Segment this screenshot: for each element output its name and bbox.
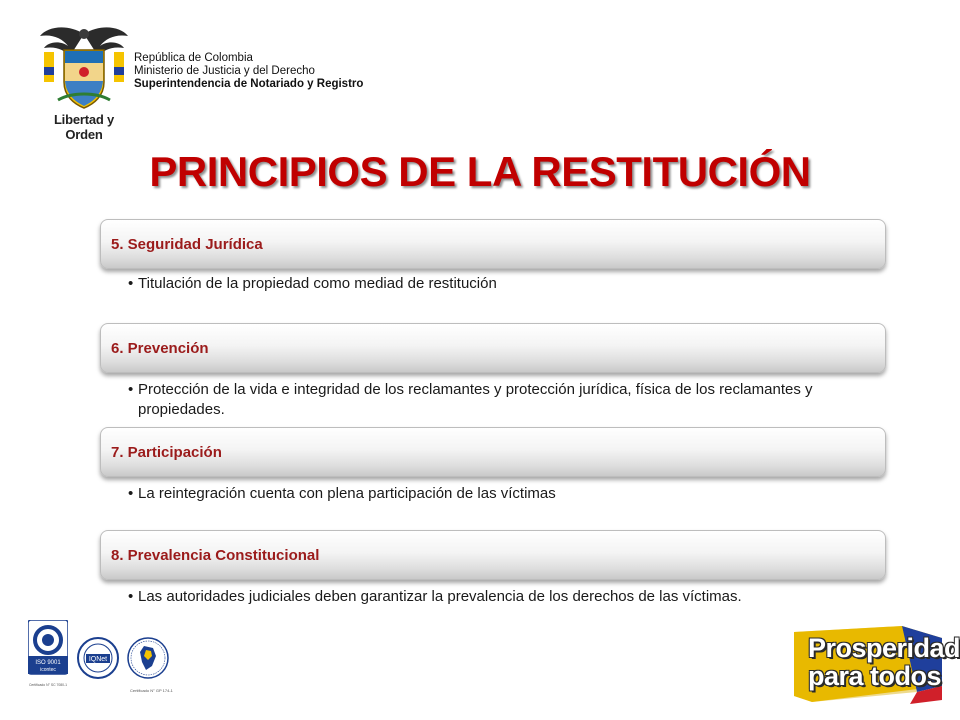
page-title: PRINCIPIOS DE LA RESTITUCIÓN: [149, 148, 811, 195]
ministry-header: [134, 52, 363, 91]
bullet: •: [128, 485, 134, 502]
ministry-line-2: Ministerio de Justicia y del Derecho: [134, 65, 315, 77]
icontec-label: icontec: [40, 667, 56, 673]
iqnet-label: IQNet: [88, 656, 108, 663]
emblem-motto: Libertad y Orden: [53, 112, 115, 142]
principle-description-7: • La reintegración cuenta con plena participación de las víctimas: [128, 485, 556, 502]
iso-label: ISO 9001: [35, 660, 61, 666]
slogan-line-2: para todos: [808, 661, 942, 691]
bullet: •: [128, 275, 134, 292]
principle-description-6: • Protección de la vida e integridad de los reclamantes y protección jurídica, física de los reclamantes y propiedades.: [128, 381, 813, 418]
coat-of-arms-logo: [38, 22, 130, 112]
principle-heading-6: 6. Prevención: [100, 323, 886, 373]
colombia-map-seal-logo: [126, 636, 170, 680]
slogan-line-1: Prosperidad: [808, 633, 960, 663]
bullet: •: [128, 588, 134, 605]
certificate-left: Certificado N° SC 7080-1: [28, 683, 68, 687]
principle-heading-7: 7. Participación: [100, 427, 886, 477]
slogan-text: [808, 634, 960, 690]
ministry-line-3: Superintendencia de Notariado y Registro: [134, 78, 364, 90]
principle-description-8: • Las autoridades judiciales deben garantizar la prevalencia de los derechos de las víctimas.: [128, 588, 742, 605]
principle-description-5: • Titulación de la propiedad como mediad de restitución: [128, 275, 497, 292]
principle-heading-5: 5. Seguridad Jurídica: [100, 219, 886, 269]
iqnet-logo: [76, 636, 120, 680]
ministry-line-1: República de Colombia: [134, 52, 253, 64]
principle-heading-8: 8. Prevalencia Constitucional: [100, 530, 886, 580]
certificate-right: Certificado N° GP 174-1: [130, 688, 173, 693]
iso-9001-certification-logo: [28, 620, 68, 690]
bullet: •: [128, 381, 134, 398]
